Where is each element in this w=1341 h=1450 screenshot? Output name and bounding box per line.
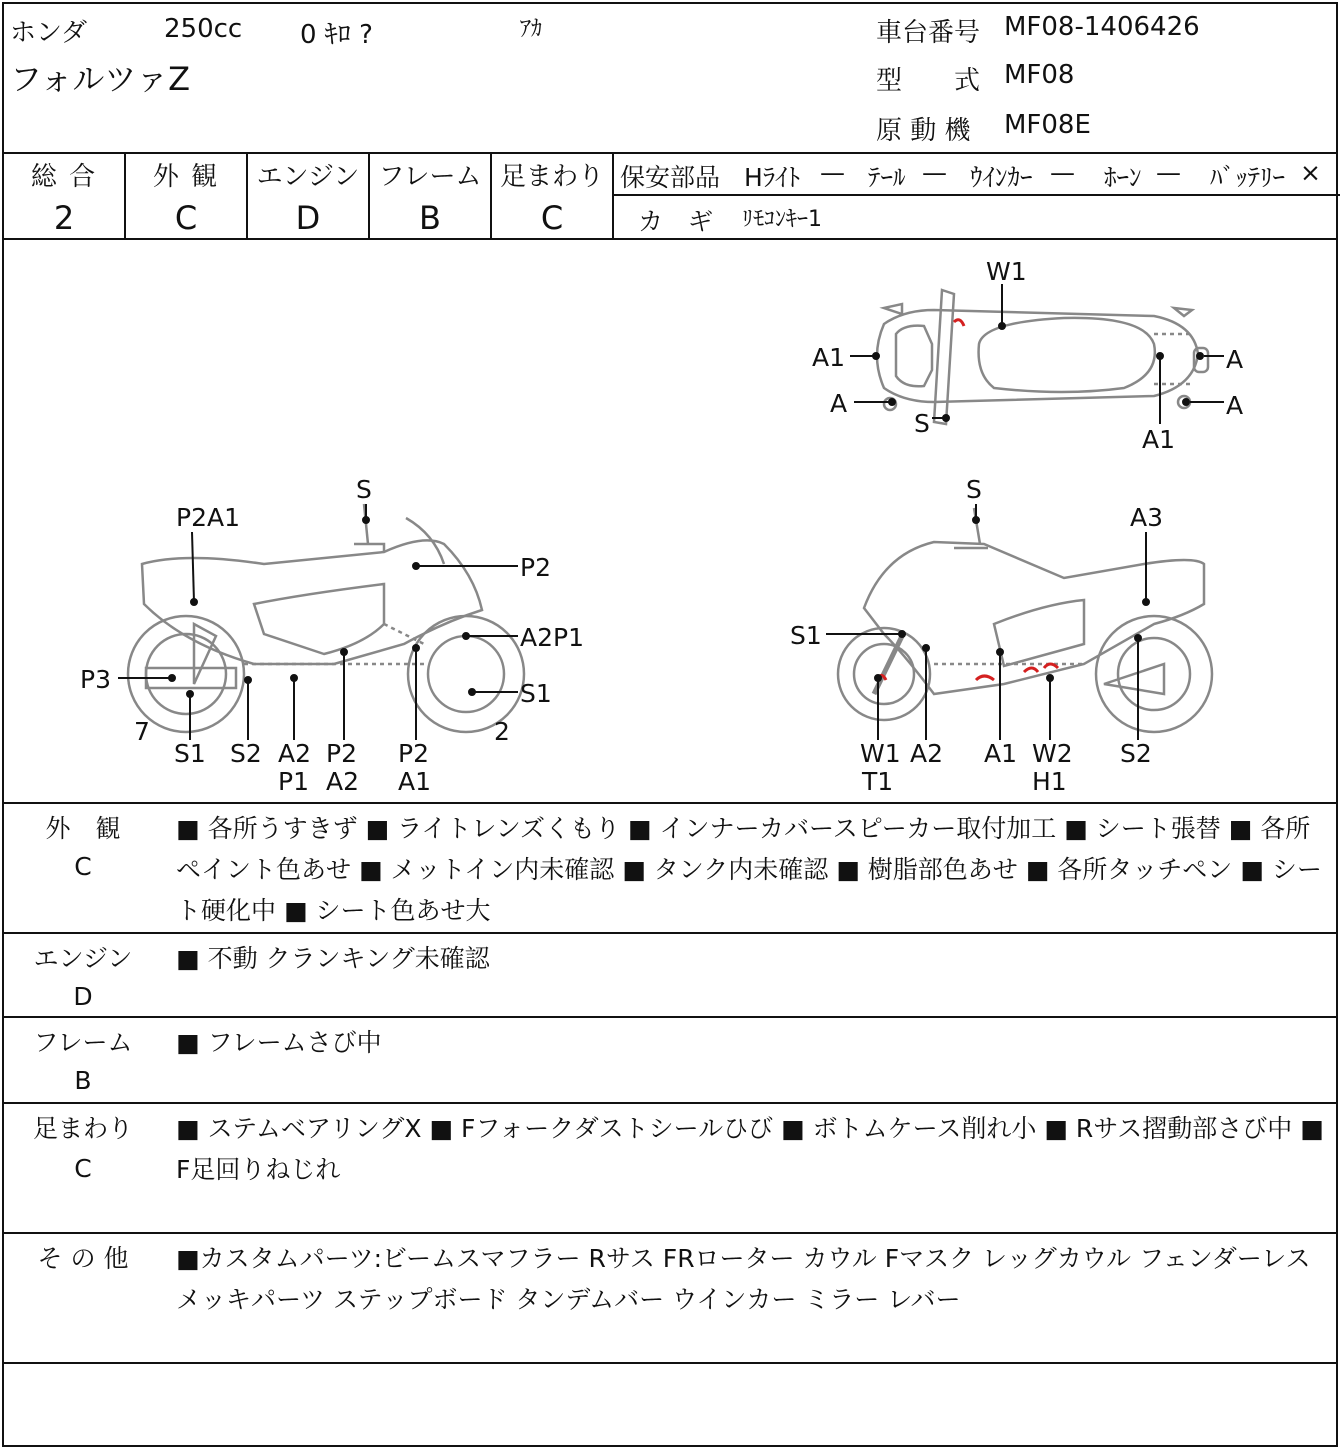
maker: ホンダ [10, 18, 87, 48]
safety-item-status: — [820, 158, 845, 187]
safety-item-status: — [922, 158, 947, 187]
section-text: ■ ステムベアリングX ■ Fフォークダストシールひび ■ ボトムケース削れ小 ■ Rサス摺動部さび中 ■ F足回りねじれ [176, 1114, 1324, 1184]
diag-label: W1 [986, 257, 1027, 286]
diag-label: A3 [1130, 503, 1164, 532]
model-type: MF08 [1004, 60, 1075, 90]
scooter-right-view [838, 508, 1212, 732]
section-engine [4, 934, 1336, 1016]
diag-label: W1 [860, 739, 901, 768]
section-category: エンジン [33, 944, 133, 973]
model-name: フォルツァZ [10, 60, 191, 98]
section-grade: C [74, 1154, 92, 1183]
section-category: 足まわり [32, 1114, 133, 1143]
frame-number: MF08-1406426 [1004, 12, 1200, 42]
section-category: 外 観 [45, 814, 121, 843]
section-category: そ の 他 [37, 1244, 129, 1273]
diag-label: T1 [862, 767, 894, 796]
safety-item-status: — [1050, 158, 1075, 187]
safety-item-status: × [1300, 158, 1321, 187]
safety-item-name: Hﾗｲﾄ [744, 163, 801, 192]
diag-label: S [966, 475, 982, 504]
grade-label: フレーム [378, 162, 482, 192]
safety-item-name: ﾎｰﾝ [1104, 163, 1142, 192]
diag-label: P1 [278, 767, 309, 796]
key-label: カ ギ [638, 207, 714, 236]
safety-item-name: ｳｲﾝｶｰ [970, 163, 1033, 192]
diag-label: W2 [1032, 739, 1073, 768]
diag-label: S1 [520, 679, 552, 708]
diag-label: S1 [790, 621, 822, 650]
section-grade: B [74, 1066, 92, 1095]
diag-label: A [1226, 345, 1244, 374]
diag-label: A1 [984, 739, 1018, 768]
diag-label: S1 [174, 739, 206, 768]
grade-label: 足まわり [499, 162, 604, 192]
grade-value: C [174, 199, 198, 237]
scooter-left-view [128, 504, 524, 732]
diag-label: S [356, 475, 372, 504]
engine-label: 原 動 機 [876, 116, 971, 146]
section-exterior [4, 804, 1336, 932]
diag-label: A1 [812, 343, 846, 372]
displacement: 250cc [164, 14, 243, 44]
section-text: ■ 各所うすきず ■ ライトレンズくもり ■ インナーカバースピーカー取付加工 ■ シート張替 ■ 各所ペイント色あせ ■ メットイン内未確認 ■ タンク内未確認 ■ 樹脂部色あせ ■ 各所タッチペン ■ シート硬化中 ■ シート色あせ大 [176, 814, 1322, 925]
damage-diagram [4, 4, 1340, 804]
section-suspension [4, 1104, 1336, 1232]
color: ｱｶ [520, 17, 543, 42]
diag-label: A1 [1142, 425, 1176, 454]
diag-label: P2 [398, 739, 429, 768]
diag-label: S [914, 409, 930, 438]
safety-item-name: ﾃｰﾙ [868, 163, 906, 192]
diag-label: A2 [326, 767, 360, 796]
key-value: ﾘﾓｺﾝｷｰ1 [742, 207, 822, 232]
section-category: フレーム [33, 1028, 133, 1057]
frame-number-label: 車台番号 [876, 18, 981, 48]
grade-label: 総 合 [30, 162, 98, 192]
model-type-label: 型 式 [876, 66, 981, 96]
diag-label: 7 [134, 717, 150, 746]
safety-item-name: ﾊﾞｯﾃﾘｰ [1210, 163, 1286, 192]
diag-label: P2A1 [176, 503, 240, 532]
grade-value: 2 [53, 199, 75, 237]
grade-label: エンジン [256, 162, 360, 192]
grade-label: 外 観 [152, 162, 220, 192]
divider [4, 1362, 1336, 1364]
diag-label: P2 [326, 739, 357, 768]
inspection-sheet [2, 2, 1338, 1447]
grade-value: D [295, 199, 321, 237]
section-other [4, 1234, 1336, 1362]
diagram-labels [80, 257, 1243, 796]
section-text: ■ 不動 クランキング未確認 [176, 944, 490, 973]
diag-label: 2 [494, 717, 510, 746]
safety-item-status: — [1156, 158, 1181, 187]
grade-value: B [419, 199, 441, 237]
safety-label: 保安部品 [620, 163, 721, 192]
diag-label: A [1226, 391, 1244, 420]
diag-label: H1 [1032, 767, 1067, 796]
grade-value: C [540, 199, 564, 237]
section-text: ■カスタムパーツ:ビームスマフラー Rサス FRローター カウル Fマスク レッグカウル フェンダーレス メッキパーツ ステップボード タンデムバー ウインカー ミラー レバー [176, 1244, 1311, 1314]
diag-label: P2 [520, 553, 551, 582]
diag-label: A2 [910, 739, 944, 768]
diag-label: S2 [230, 739, 262, 768]
diag-label: A1 [398, 767, 432, 796]
damage-mark [954, 320, 964, 326]
section-text: ■ フレームさび中 [176, 1028, 382, 1057]
section-frame [4, 1018, 1336, 1102]
diag-label: A2 [278, 739, 312, 768]
diag-label: A [830, 389, 848, 418]
diag-label: S2 [1120, 739, 1152, 768]
section-grade: C [74, 852, 92, 881]
section-grade: D [73, 982, 93, 1011]
diag-label: A2P1 [520, 623, 584, 652]
mileage: 0 ｷﾛ ? [300, 20, 373, 50]
engine-code: MF08E [1004, 110, 1091, 140]
diag-label: P3 [80, 665, 111, 694]
